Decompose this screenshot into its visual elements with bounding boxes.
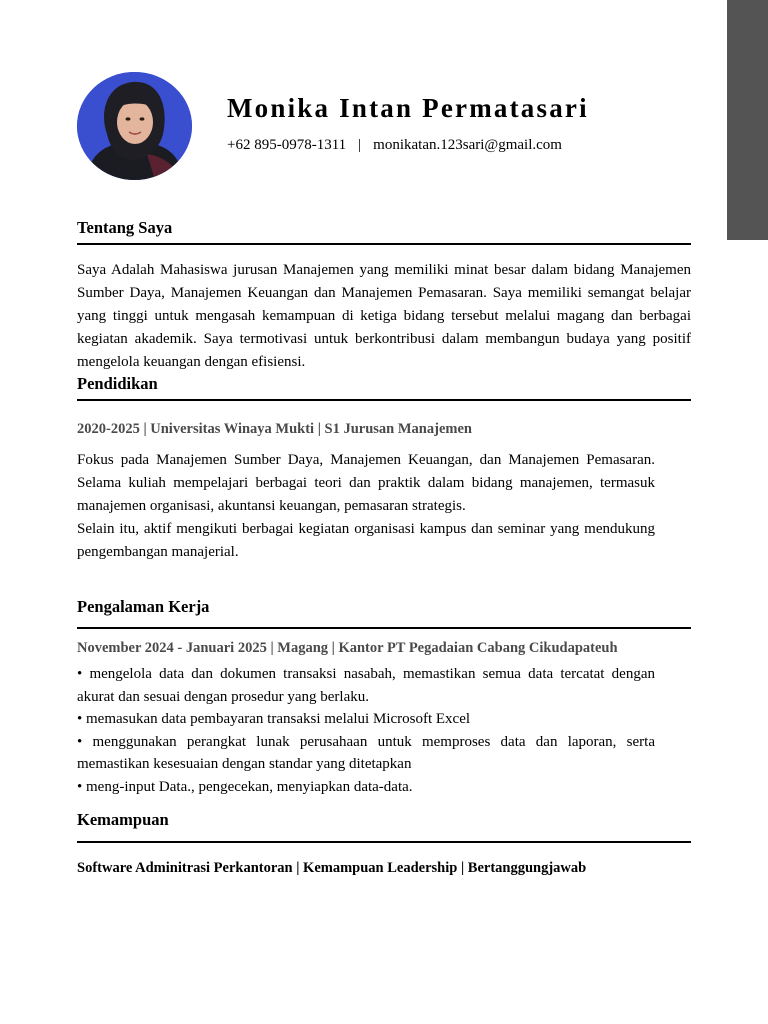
experience-meta: November 2024 - Januari 2025 | Magang | Kantor PT Pegadaian Cabang Cikudapateuh [77,640,618,656]
candidate-name: Monika Intan Permatasari [227,93,589,123]
phone-number[interactable]: +62 895-0978-1311 [227,137,347,153]
profile-photo [77,72,192,180]
contact-separator: | [358,137,362,153]
list-item: • meng-input Data., pengecekan, menyiapkan data-data. [77,778,413,795]
section-title-experience: Pengalaman Kerja [77,597,210,616]
education-paragraph-1: Fokus pada Manajemen Sumber Daya, Manajemen Keuangan, dan Manajemen Pemasaran. Selama kuliah mempelajari berbagai teori dan praktik dalam bidang manajemen, termasuk manajemen organisasi, akuntansi keuangan, pemasaran strategis. [77,452,655,514]
list-item: • menggunakan perangkat lunak perusahaan untuk memproses data dan laporan, serta memastikan kesesuaian dengan standar yang ditetapkan [77,733,655,772]
list-item: • mengelola data dan dokumen transaksi nasabah, memastikan semua data tercatat dengan akurat dan sesuai dengan prosedur yang berlaku. [77,666,655,705]
section-title-education: Pendidikan [77,374,158,393]
section-title-about: Tentang Saya [77,218,173,237]
experience-bullet-list [77,663,655,798]
education-paragraph-2: Selain itu, aktif mengikuti berbagai kegiatan organisasi kampus dan seminar yang mendukung pengembangan manajerial. [77,521,655,560]
contact-line [227,137,562,154]
section-divider [77,627,691,629]
list-item: • memasukan data pembayaran transaksi melalui Microsoft Excel [77,711,471,727]
section-divider [77,243,691,245]
education-meta: 2020-2025 | Universitas Winaya Mukti | S1 Jurusan Manajemen [77,421,472,437]
decorative-side-bar [727,0,768,240]
section-divider [77,841,691,843]
skills-list: Software Adminitrasi Perkantoran | Kemampuan Leadership | Bertanggungjawab [77,860,587,876]
section-divider [77,399,691,401]
section-title-skills: Kemampuan [77,810,169,829]
email-address[interactable]: monikatan.123sari@gmail.com [373,137,562,153]
about-paragraph: Saya Adalah Mahasiswa jurusan Manajemen yang memiliki minat besar dalam bidang Manajemen Sumber Daya, Manajemen Keuangan dan Manajemen Pemasaran. Saya memiliki semangat belajar yang tinggi untuk mengasah kemampuan di ketiga bidang tersebut melalui magang dan berbagai kegiatan akademik. Saya termotivasi untuk berkontribusi dalam membangun budaya yang positif mengelola keuangan dengan efisiensi. [77,262,691,370]
education-description [77,449,655,564]
